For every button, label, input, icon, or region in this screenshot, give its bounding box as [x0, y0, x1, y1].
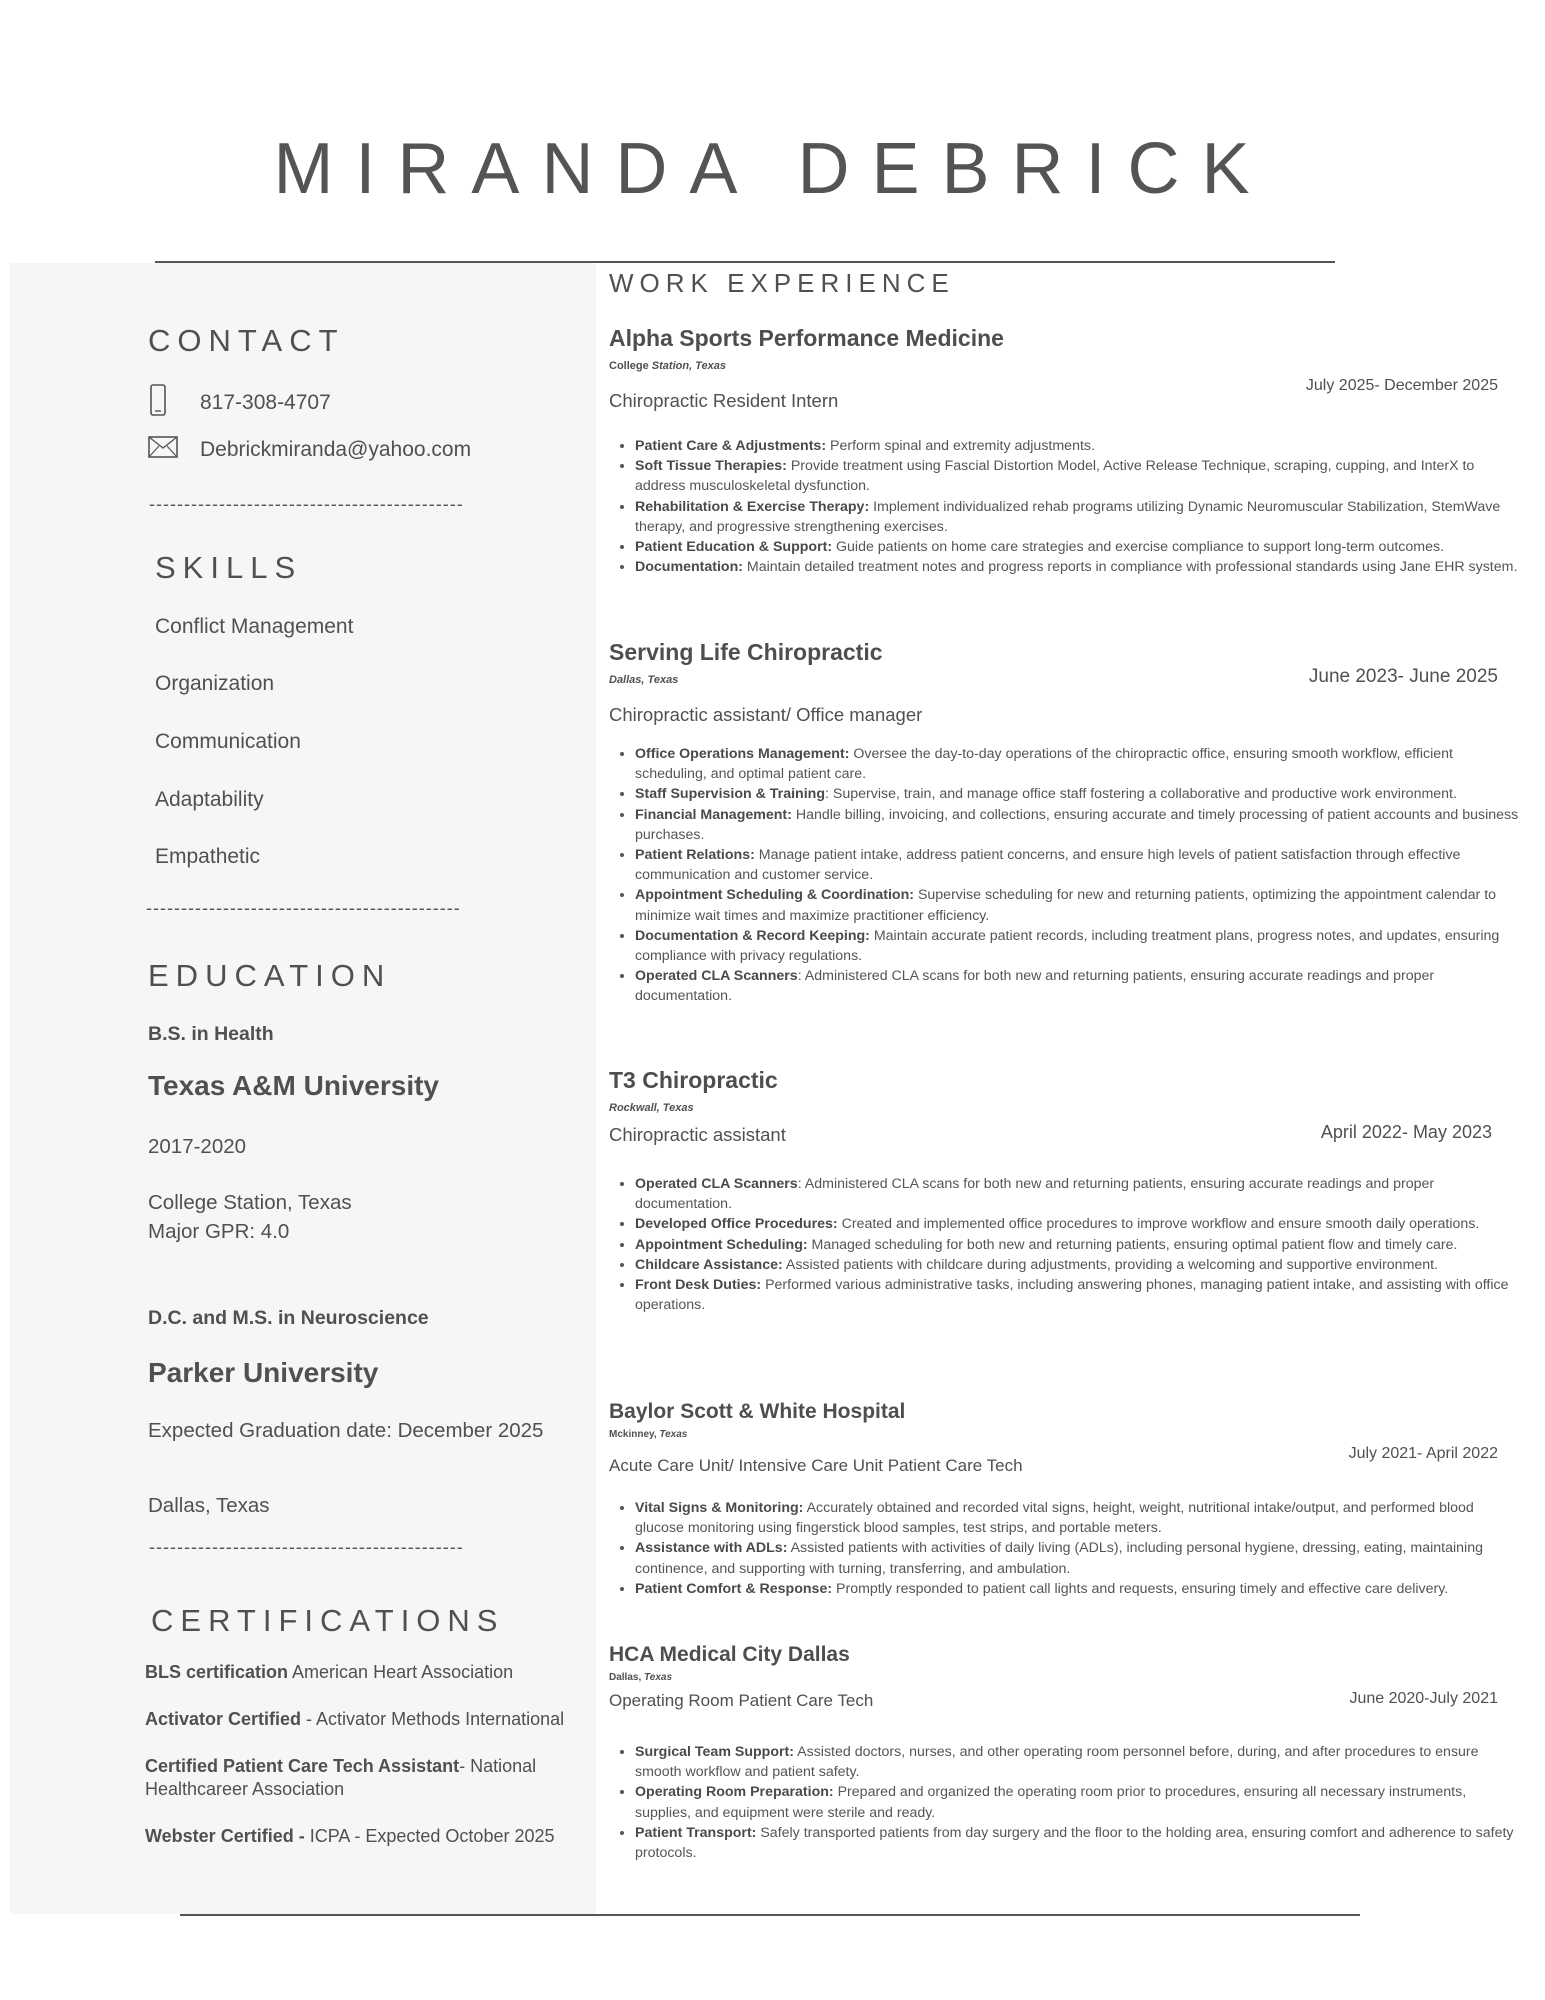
- skills-heading: SKILLS: [155, 550, 303, 585]
- cert-name: Activator Certified: [145, 1709, 302, 1729]
- certification-item: [145, 1825, 585, 1848]
- school-location: College Station, Texas: [148, 1191, 352, 1214]
- list-item: • Childcare Assistance: Assisted patients with childcare during adjustments, providing a welcoming and supportive environment.: [635, 1255, 1525, 1275]
- company-name: Alpha Sports Performance Medicine: [609, 325, 1004, 351]
- certifications-heading: CERTIFICATIONS: [151, 1603, 505, 1638]
- job-role: Chiropractic assistant: [609, 1124, 786, 1145]
- skill-item: Empathetic: [155, 845, 261, 868]
- cert-name: Certified Patient Care Tech Assistant: [145, 1756, 460, 1776]
- job-dates: June 2020-July 2021: [1349, 1690, 1498, 1707]
- job-dates: July 2021- April 2022: [1348, 1445, 1498, 1462]
- certification-item: [145, 1755, 585, 1801]
- list-item: • Patient Care & Adjustments: Perform spinal and extremity adjustments.: [635, 436, 1525, 456]
- job-bullets: [609, 744, 1525, 1007]
- location-prefix: College: [609, 360, 649, 372]
- skill-item: Adaptability: [155, 788, 264, 811]
- cert-name: BLS certification: [145, 1662, 289, 1682]
- school-years: 2017-2020: [148, 1135, 247, 1158]
- divider: ---------------------------------------------: [149, 494, 464, 514]
- cert-detail: - Activator Methods International: [301, 1709, 565, 1729]
- phone-number: 817-308-4707: [200, 391, 331, 414]
- job-role: Acute Care Unit/ Intensive Care Unit Patient Care Tech: [609, 1456, 1023, 1475]
- list-item: • Patient Education & Support: Guide patients on home care strategies and exercise compliance to support long-term outcomes.: [635, 537, 1525, 557]
- education-heading: EDUCATION: [148, 958, 392, 993]
- job-location: [609, 674, 678, 686]
- list-item: • Soft Tissue Therapies: Provide treatment using Fascial Distortion Model, Active Release Technique, scraping, cupping, and InterX to address musculoskeletal dysfunction.: [635, 456, 1525, 496]
- list-item: • Rehabilitation & Exercise Therapy: Implement individualized rehab programs utilizing Dynamic Neuromuscular Stabilization, StemWave therapy, and progressive strengthening exercises.: [635, 497, 1525, 537]
- job-role: Chiropractic assistant/ Office manager: [609, 704, 923, 725]
- cert-detail: ICPA - Expected October 2025: [304, 1826, 555, 1846]
- list-item: • Appointment Scheduling: Managed scheduling for both new and returning patients, ensuring optimal patient flow and timely care.: [635, 1235, 1525, 1255]
- divider: ---------------------------------------------: [149, 1537, 464, 1557]
- list-item: • Documentation & Record Keeping: Maintain accurate patient records, including treatment plans, progress notes, and updates, ensuring compliance with privacy regulations.: [635, 926, 1525, 966]
- resume-name: MIRANDA DEBRICK: [273, 129, 1272, 209]
- location-text: Texas: [641, 1672, 673, 1683]
- degree: B.S. in Health: [148, 1023, 274, 1045]
- graduation-date: Expected Graduation date: December 2025: [148, 1419, 544, 1442]
- company-name: Baylor Scott & White Hospital: [609, 1400, 906, 1423]
- list-item: • Staff Supervision & Training: Supervise, train, and manage office staff fostering a collaborative and productive work environment.: [635, 784, 1525, 804]
- school-name: Texas A&M University: [148, 1070, 439, 1101]
- job-location: [609, 1102, 694, 1114]
- list-item: • Operating Room Preparation: Prepared and organized the operating room prior to procedures, ensuring all necessary instruments, supplies, and equipment were sterile and ready.: [635, 1782, 1525, 1822]
- list-item: • Surgical Team Support: Assisted doctors, nurses, and other operating room personnel before, during, and after procedures to ensure smooth workflow and patient safety.: [635, 1742, 1525, 1782]
- contact-phone: [148, 384, 331, 422]
- list-item: • Vital Signs & Monitoring: Accurately obtained and recorded vital signs, height, weight, nutritional intake/output, and performed blood glucose monitoring using fingerstick blood samples, test strips, and portable meters.: [635, 1498, 1525, 1538]
- job-dates: June 2023- June 2025: [1308, 666, 1498, 687]
- list-item: • Financial Management: Handle billing, invoicing, and collections, ensuring accurate and timely processing of patient accounts and business purchases.: [635, 805, 1525, 845]
- skill-item: Communication: [155, 730, 301, 753]
- work-heading: WORK EXPERIENCE: [609, 268, 955, 298]
- contact-email: [148, 436, 471, 464]
- degree: D.C. and M.S. in Neuroscience: [148, 1307, 429, 1329]
- email-address: Debrickmiranda@yahoo.com: [200, 438, 472, 461]
- job-location: [609, 1429, 687, 1440]
- school-gpa: Major GPR: 4.0: [148, 1220, 290, 1243]
- contact-heading: CONTACT: [148, 323, 345, 358]
- job-role: Operating Room Patient Care Tech: [609, 1691, 874, 1710]
- company-name: T3 Chiropractic: [609, 1067, 778, 1093]
- job-bullets: [609, 1174, 1525, 1315]
- company-name: Serving Life Chiropractic: [609, 639, 883, 665]
- footer-rule: [180, 1914, 1360, 1916]
- cert-name: Webster Certified -: [145, 1826, 305, 1846]
- school-location: Dallas, Texas: [148, 1494, 270, 1517]
- job-bullets: [609, 1742, 1525, 1863]
- list-item: • Office Operations Management: Oversee the day-to-day operations of the chiropractic office, ensuring smooth workflow, efficient scheduling, and optimal patient care.: [635, 744, 1525, 784]
- job-dates: April 2022- May 2023: [1320, 1122, 1492, 1142]
- envelope-icon: [148, 436, 200, 464]
- job-role: Chiropractic Resident Intern: [609, 390, 839, 411]
- cert-detail: American Heart Association: [288, 1662, 514, 1682]
- certification-item: [145, 1708, 585, 1731]
- divider: ---------------------------------------------: [146, 898, 461, 918]
- list-item: • Developed Office Procedures: Created and implemented office procedures to improve workflow and ensure smooth daily operations.: [635, 1214, 1525, 1234]
- certification-item: [145, 1661, 585, 1684]
- list-item: • Documentation: Maintain detailed treatment notes and progress reports in compliance with professional standards using Jane EHR system.: [635, 557, 1525, 577]
- job-dates: July 2025- December 2025: [1305, 377, 1498, 394]
- location-text: Rockwall, Texas: [609, 1102, 694, 1114]
- skill-item: Conflict Management: [155, 615, 354, 638]
- company-name: HCA Medical City Dallas: [609, 1643, 850, 1666]
- school-name: Parker University: [148, 1357, 379, 1388]
- list-item: • Patient Comfort & Response: Promptly responded to patient call lights and requests, ensuring timely and effective care delivery.: [635, 1579, 1525, 1599]
- location-text: Station, Texas: [648, 360, 726, 372]
- location-text: Texas: [656, 1429, 688, 1440]
- list-item: • Front Desk Duties: Performed various administrative tasks, including answering phones, managing patient intake, and assisting with office operations.: [635, 1275, 1525, 1315]
- location-text: Dallas, Texas: [609, 674, 679, 686]
- job-location: [609, 1672, 672, 1683]
- job-location: [609, 360, 726, 372]
- list-item: • Assistance with ADLs: Assisted patients with activities of daily living (ADLs), including personal hygiene, dressing, eating, maintaining continence, and supporting with turning, transferring, and ambulation.: [635, 1538, 1525, 1578]
- list-item: • Operated CLA Scanners: Administered CLA scans for both new and returning patients, ensuring accurate readings and proper documentation.: [635, 966, 1525, 1006]
- job-bullets: [609, 1498, 1525, 1599]
- cert-detail: - National Healthcareer Association: [145, 1756, 537, 1799]
- skill-item: Organization: [155, 672, 275, 695]
- phone-icon: [148, 384, 200, 422]
- list-item: • Patient Relations: Manage patient intake, address patient concerns, and ensure high levels of patient satisfaction through effective communication and customer service.: [635, 845, 1525, 885]
- location-prefix: Mckinney,: [609, 1429, 657, 1440]
- list-item: • Operated CLA Scanners: Administered CLA scans for both new and returning patients, ensuring accurate readings and proper documentation.: [635, 1174, 1525, 1214]
- list-item: • Appointment Scheduling & Coordination: Supervise scheduling for new and returning patients, optimizing the appointment calendar to minimize wait times and maximize practitioner efficiency.: [635, 885, 1525, 925]
- location-prefix: Dallas,: [609, 1672, 642, 1683]
- job-bullets: [609, 436, 1525, 577]
- list-item: • Patient Transport: Safely transported patients from day surgery and the floor to the holding area, ensuring comfort and adherence to safety protocols.: [635, 1823, 1525, 1863]
